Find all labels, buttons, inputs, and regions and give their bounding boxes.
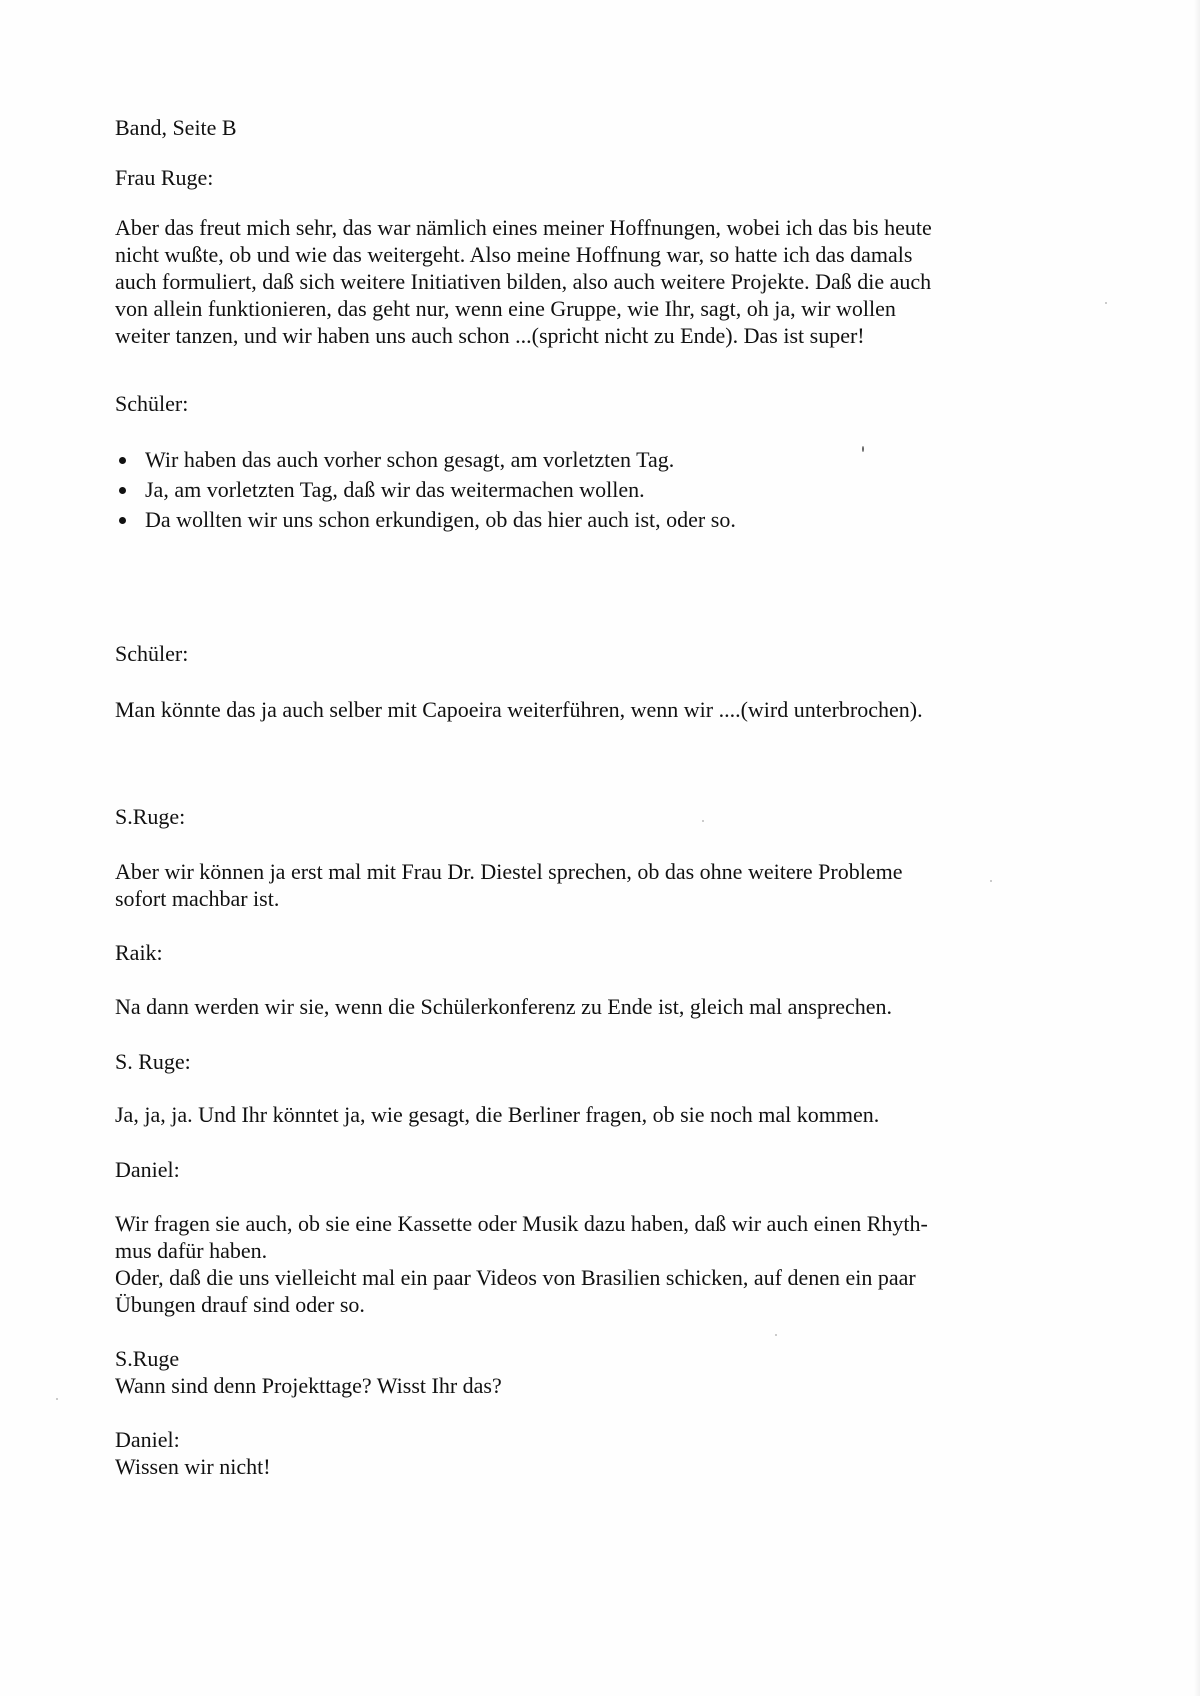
speaker-name: Schüler:	[115, 641, 189, 666]
speech-line: weiter tanzen, und wir haben uns auch schon ...(spricht nicht zu Ende). Das ist super!	[115, 323, 865, 348]
speech-line: Aber das freut mich sehr, das war nämlich eines meiner Hoffnungen, wobei ich das bis heute	[115, 215, 932, 240]
speech-line: sofort machbar ist.	[115, 886, 280, 911]
speaker-label	[115, 1048, 1115, 1075]
list-item	[115, 475, 1115, 505]
bullet-icon	[119, 457, 126, 464]
speaker-name: S.Ruge:	[115, 804, 186, 829]
speech-line: mus dafür haben.	[115, 1238, 268, 1263]
scan-edge-shadow	[1194, 0, 1200, 1696]
speech-line: Wir fragen sie auch, ob sie eine Kassette oder Musik dazu haben, daß wir auch einen Rhyth-	[115, 1211, 928, 1236]
speaker-name: Daniel:	[115, 1427, 180, 1452]
speech-line: auch formuliert, daß sich weitere Initiativen bilden, also auch weitere Projekte. Daß die auch	[115, 269, 932, 294]
speaker-name: Frau Ruge:	[115, 165, 214, 190]
speaker-name: Daniel:	[115, 1157, 180, 1182]
speech-line: von allein funktionieren, das geht nur, wenn eine Gruppe, wie Ihr, sagt, oh ja, wir wollen	[115, 296, 896, 321]
speech-line: Aber wir können ja erst mal mit Frau Dr. Diestel sprechen, ob das ohne weitere Probleme	[115, 859, 903, 884]
list-item	[115, 445, 1115, 475]
speech-line: Na dann werden wir sie, wenn die Schülerkonferenz zu Ende ist, gleich mal ansprechen.	[115, 994, 893, 1019]
speech-line: Wissen wir nicht!	[115, 1454, 271, 1479]
scan-mark	[56, 1398, 58, 1400]
speech-paragraph	[115, 858, 1115, 912]
speaker-name: Raik:	[115, 940, 163, 965]
speaker-label	[115, 390, 1115, 417]
speaker-label	[115, 640, 1115, 667]
tape-side-heading	[115, 114, 1115, 141]
speech-line: Oder, daß die uns vielleicht mal ein paar Videos von Brasilien schicken, auf denen ein paar	[115, 1265, 916, 1290]
scan-mark	[990, 880, 992, 882]
speech-paragraph	[115, 214, 1115, 349]
speaker-label	[115, 939, 1115, 966]
scan-mark	[1105, 302, 1107, 304]
heading-text: Band, Seite B	[115, 115, 237, 140]
speaker-label	[115, 1156, 1115, 1183]
list-item-text: Ja, am vorletzten Tag, daß wir das weitermachen wollen.	[145, 477, 645, 502]
speech-line: Wann sind denn Projekttage? Wisst Ihr das?	[115, 1373, 502, 1398]
bullet-icon	[119, 487, 126, 494]
scan-mark	[862, 446, 864, 452]
speech-line: Übungen drauf sind oder so.	[115, 1292, 365, 1317]
speech-paragraph	[115, 696, 1115, 723]
list-item	[115, 505, 1115, 535]
speaker-name: S.Ruge	[115, 1346, 180, 1371]
scan-mark	[702, 820, 704, 822]
speech-paragraph	[115, 1210, 1115, 1318]
speaker-name: Schüler:	[115, 391, 189, 416]
speech-paragraph	[115, 993, 1115, 1020]
speech-line: nicht wußte, ob und wie das weitergeht. Also meine Hoffnung war, so hatte ich das damals	[115, 242, 913, 267]
speech-paragraph	[115, 1101, 1115, 1128]
list-item-text: Wir haben das auch vorher schon gesagt, am vorletzten Tag.	[145, 447, 675, 472]
speaker-label	[115, 164, 1115, 191]
speech-paragraph	[115, 1426, 1115, 1480]
scan-mark	[775, 1334, 777, 1336]
speech-line: Man könnte das ja auch selber mit Capoeira weiterführen, wenn wir ....(wird unterbrochen).	[115, 697, 923, 722]
list-item-text: Da wollten wir uns schon erkundigen, ob das hier auch ist, oder so.	[145, 507, 736, 532]
speech-paragraph	[115, 1345, 1115, 1399]
bullet-icon	[119, 517, 126, 524]
speech-line: Ja, ja, ja. Und Ihr könntet ja, wie gesagt, die Berliner fragen, ob sie noch mal kommen.	[115, 1102, 880, 1127]
speaker-label	[115, 803, 1115, 830]
bullet-list	[115, 445, 1115, 535]
speaker-name: S. Ruge:	[115, 1049, 191, 1074]
